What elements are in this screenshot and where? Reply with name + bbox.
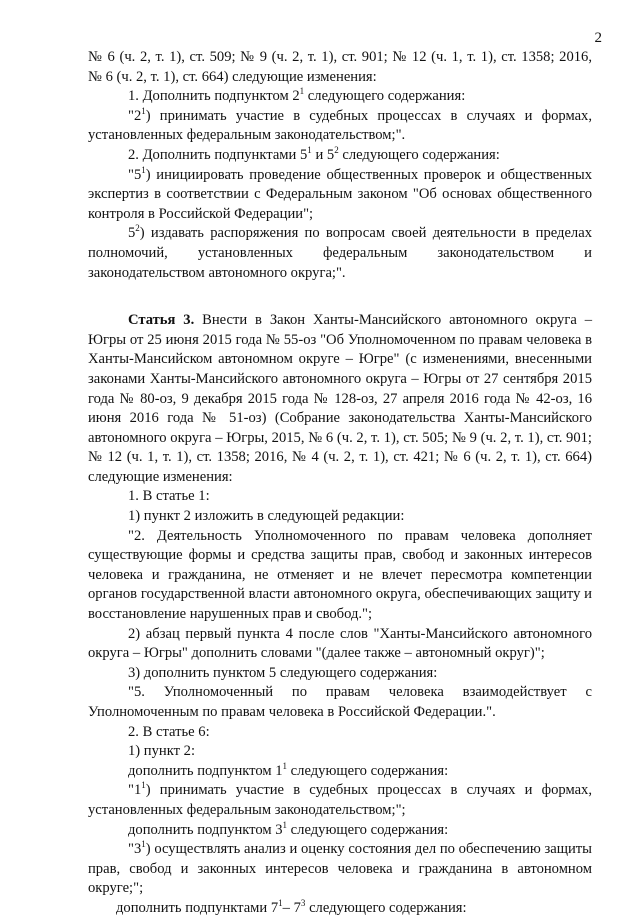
- paragraph: "5. Уполномоченный по правам человека взаимодействует с Уполномоченным по правам человека в Российской Федерации.".: [88, 684, 592, 720]
- paragraph: 1. Дополнить подпунктом $2^1$ следующего содержания:: [128, 86, 466, 105]
- paragraph: 1. В статье 1:: [128, 488, 210, 505]
- paragraph: "$5^1$) инициировать проведение общественных проверок и общественных экспертиз в соответствии с Федеральным законом "Об основах общественного контроля в Российской Федерации";: [88, 164, 592, 222]
- paragraph: 2. В статье 6:: [128, 723, 210, 740]
- paragraph: 3) дополнить пунктом 5 следующего содержания:: [128, 664, 438, 681]
- document-body: [88, 48, 592, 919]
- paragraph: "$2^1$) принимать участие в судебных процессах в случаях и формах, установленных федеральным законодательством;".: [88, 105, 592, 144]
- paragraph: дополнить подпунктом $1^1$ следующего содержания:: [128, 760, 449, 779]
- paragraph: дополнить подпунктами $7^1-$ $7^3$ следующего содержания:: [116, 898, 467, 916]
- article-3-paragraph: Статья 3. Внести в Закон Ханты-Мансийского автономного округа – Югры от 25 июня 2015 года № 55-оз "Об Уполномоченном по правам человека в Ханты-Мансийском автономном округе – Югре" (с изменениями, внесенными законами Ханты-Мансийского автономного округа – Югры от 27 сентября 2015 года № 80-оз, 9 декабря 2015 года № 128-оз, 27 апреля 2016 года № 42-оз, 16 июня 2016 года № 51-оз) (Собрание законодательства Ханты-Мансийского автономного округа – Югры, 2015, № 6 (ч. 2, т. 1), ст. 505; № 9 (ч. 2, т. 1), ст. 901; № 12 (ч. 1, т. 1), ст. 1358; 2016, № 4 (ч. 2, т. 1), ст. 421; № 6 (ч. 2, т. 1), ст. 664) следующие изменения:: [88, 312, 592, 485]
- paragraph: "$1^1$) принимать участие в судебных процессах в случаях и формах, установленных федеральным законодательством;";: [88, 780, 592, 818]
- paragraph: № 6 (ч. 2, т. 1), ст. 509; № 9 (ч. 2, т. 1), ст. 901; № 12 (ч. 1, т. 1), ст. 1358; 2016,: [88, 49, 592, 65]
- paragraph: 2) абзац первый пункта 4 после слов "Ханты-Мансийского автономного округа – Югры" дополнить словами "(далее также – автономный округ)";: [88, 625, 592, 662]
- paragraph: 1) пункт 2:: [128, 743, 195, 760]
- article-title: Статья 3.: [128, 312, 195, 329]
- paragraph: "2. Деятельность Уполномоченного по правам человека дополняет существующие формы и средства защиты прав, свобод и законных интересов человека и гражданина, не отменяет и не влечет пересмотра компетенции органов государственной власти автономного округа, обеспечивающих защиту и восстановление нарушенных прав и свобод.";: [88, 527, 592, 623]
- paragraph: дополнить подпунктом $3^1$ следующего содержания:: [128, 819, 449, 838]
- paragraph: $5^2$) издавать распоряжения по вопросам своей деятельности в пределах полномочий, установленных федеральным законодательством и законодательством автономного округа;".: [88, 223, 592, 281]
- paragraph: 2. Дополнить подпунктами $5^1$ и $5^2$ следующего содержания:: [128, 145, 500, 163]
- page-number: 2: [594, 30, 602, 46]
- paragraph: 1) пункт 2 изложить в следующей редакции:: [128, 508, 405, 525]
- paragraph: № 6 (ч. 2, т. 1), ст. 664) следующие изменения:: [88, 68, 377, 85]
- paragraph: "$3^1$) осуществлять анализ и оценку состояния дел по обеспечению защиты прав, свобод и законных интересов человека и гражданина в автономном округе;";: [88, 839, 592, 897]
- spacer: [88, 283, 592, 311]
